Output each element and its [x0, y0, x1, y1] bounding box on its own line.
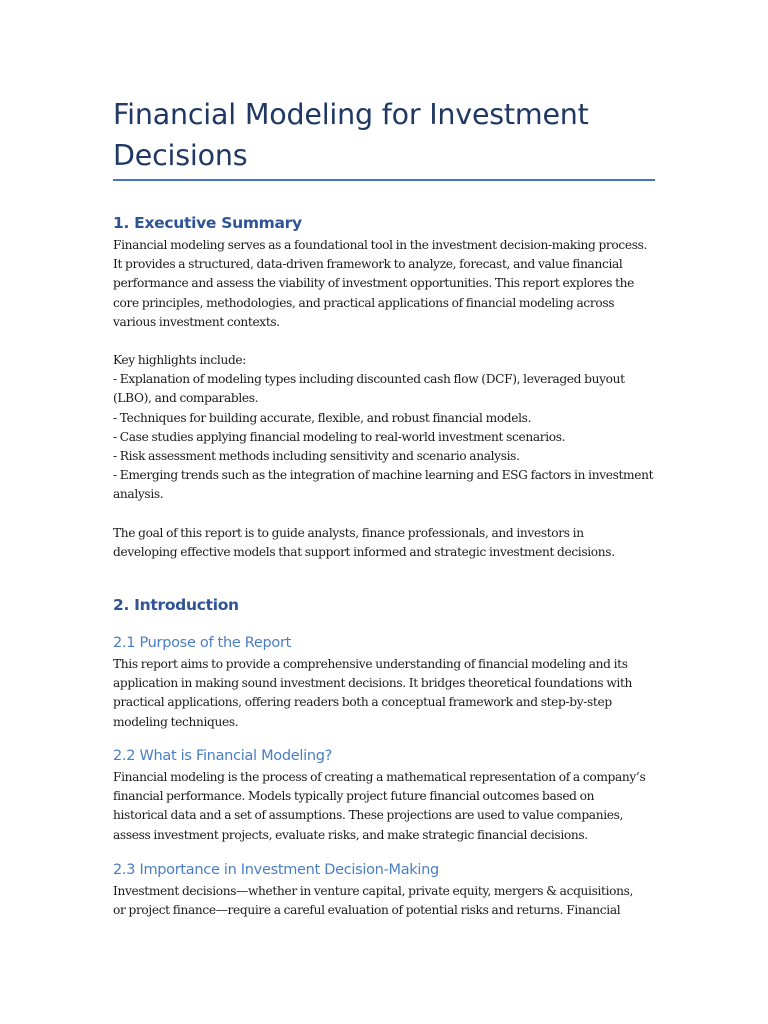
- purpose-paragraph: [113, 655, 661, 732]
- text-line: financial performance. Models typically project future financial outcomes based on: [113, 789, 595, 804]
- text-line: - Case studies applying financial modeling to real-world investment scenarios.: [113, 429, 566, 444]
- exec-summary-goal: [113, 524, 661, 562]
- document-title: [113, 94, 658, 176]
- text-line: core principles, methodologies, and practical applications of financial modeling across: [113, 295, 615, 310]
- text-line: - Risk assessment methods including sensitivity and scenario analysis.: [113, 449, 520, 464]
- text-line: assess investment projects, evaluate risks, and make strategic financial decisions.: [113, 827, 588, 842]
- text-line: Financial modeling serves as a foundational tool in the investment decision-making process.: [113, 238, 648, 252]
- text-line: - Emerging trends such as the integration of machine learning and ESG factors in investment: [113, 468, 654, 483]
- heading-purpose-of-report: 2.1 Purpose of the Report: [113, 635, 292, 651]
- text-line: - Explanation of modeling types including discounted cash flow (DCF), leveraged buyout: [113, 372, 625, 387]
- text-line: It provides a structured, data-driven framework to analyze, forecast, and value financial: [113, 257, 623, 272]
- exec-summary-paragraph-1: [113, 236, 661, 332]
- text-line: modeling techniques.: [113, 714, 239, 729]
- text-line: (LBO), and comparables.: [113, 391, 259, 406]
- text-line: The goal of this report is to guide analysts, finance professionals, and investors in: [113, 526, 584, 540]
- title-line-2: Decisions: [113, 139, 248, 172]
- text-line: performance and assess the viability of investment opportunities. This report explores the: [113, 276, 635, 291]
- heading-executive-summary: 1. Executive Summary: [113, 214, 302, 232]
- text-line: various investment contexts.: [113, 314, 280, 329]
- exec-summary-highlights: [113, 351, 661, 505]
- title-line-1: Financial Modeling for Investment: [113, 98, 589, 131]
- text-line: analysis.: [113, 487, 164, 502]
- heading-introduction: 2. Introduction: [113, 596, 239, 614]
- heading-what-is-financial-modeling: 2.2 What is Financial Modeling?: [113, 748, 333, 764]
- text-line: or project finance—require a careful evaluation of potential risks and returns. Financial: [113, 903, 621, 918]
- text-line: - Techniques for building accurate, flexible, and robust financial models.: [113, 410, 532, 425]
- title-underline: [113, 179, 655, 181]
- text-line: Investment decisions—whether in venture capital, private equity, mergers & acquisitions,: [113, 884, 634, 898]
- heading-importance-in-decision-making: 2.3 Importance in Investment Decision-Making: [113, 862, 439, 878]
- text-line: Key highlights include:: [113, 353, 247, 367]
- what-is-paragraph: [113, 768, 661, 845]
- importance-paragraph: [113, 882, 661, 920]
- text-line: developing effective models that support informed and strategic investment decisions.: [113, 545, 615, 560]
- text-line: This report aims to provide a comprehensive understanding of financial modeling and its: [113, 657, 628, 671]
- text-line: application in making sound investment decisions. It bridges theoretical foundations with: [113, 676, 633, 691]
- text-line: practical applications, offering readers both a conceptual framework and step-by-step: [113, 695, 612, 710]
- text-line: Financial modeling is the process of creating a mathematical representation of a company’s: [113, 770, 646, 784]
- text-line: historical data and a set of assumptions. These projections are used to value companies,: [113, 808, 624, 823]
